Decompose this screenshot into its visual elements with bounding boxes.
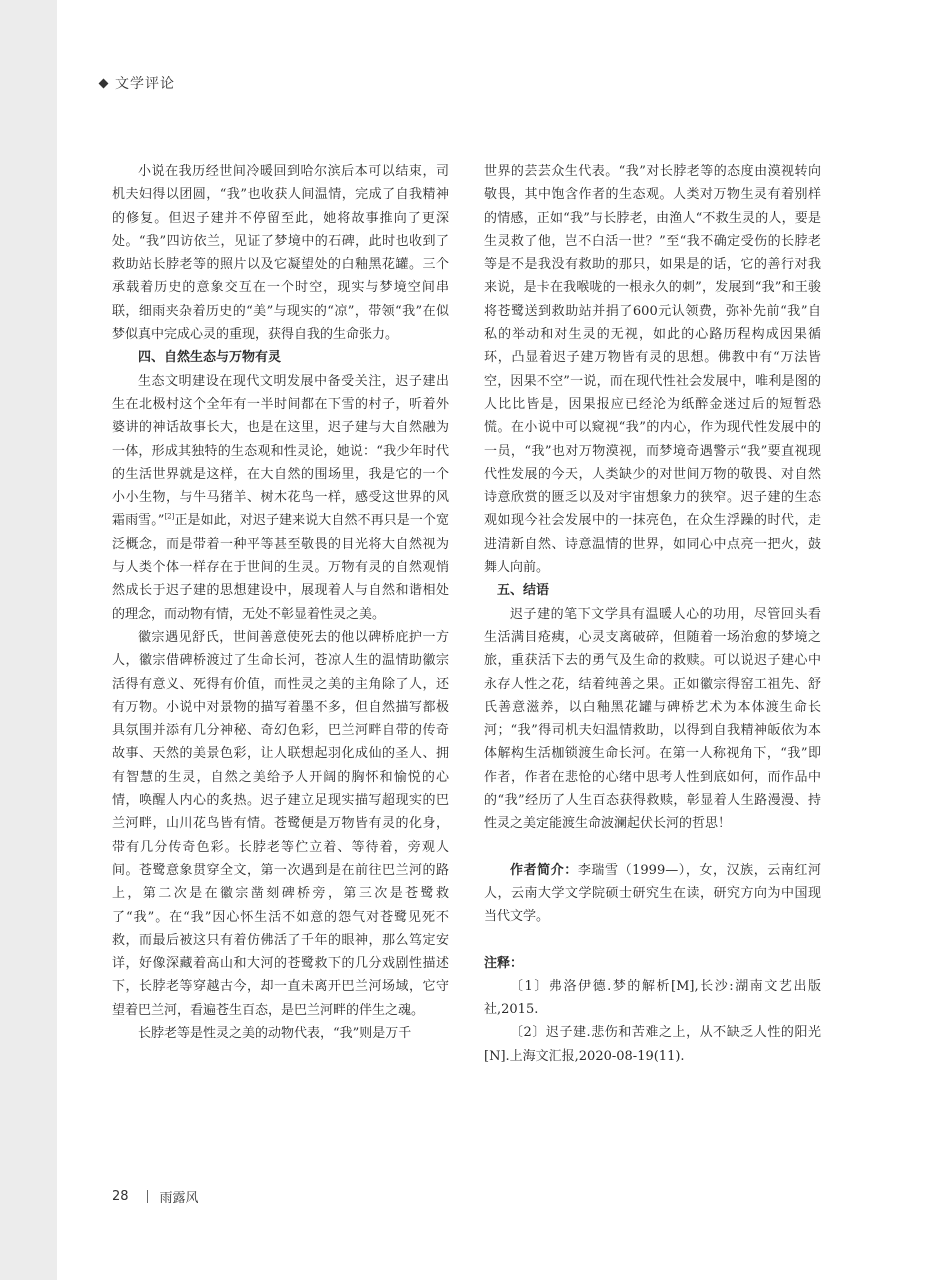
notes-title: 注释： <box>484 955 524 971</box>
paragraph <box>112 370 449 626</box>
page-number: 28 <box>112 1189 129 1204</box>
note-item: 〔2〕迟子建.悲伤和苦难之上，从不缺乏人性的阳光[N].上海文汇报,2020-08-19(11). <box>484 1025 821 1064</box>
page-gutter <box>0 0 57 1280</box>
section-title: 文学评论 <box>115 76 175 92</box>
journal-name: 雨露风 <box>159 1191 199 1206</box>
paragraph-text: 生态文明建设在现代文明发展中备受关注，迟子建出生在北极村这个全年有一半时间都在下雪的村子，听着外婆讲的神话故事长大，也是在这里，迟子建与大自然融为一体，形成其独特的生态观和性灵论，她说：“我少年时代的生活世界就是这样，在大自然的围场里，我是它的一个小小生物，与牛马猪羊、树木花鸟一样，感受这世界的风霜雨雪。” <box>112 373 449 529</box>
left-column <box>112 160 449 1045</box>
paragraph: 小说在我历经世间冷暖回到哈尔滨后本可以结束，司机夫妇得以团圆，“我”也收获人间温情，完成了自我精神的修复。但迟子建并不停留至此，她将故事推向了更深处。“我”四访依兰，见证了梦境中的石碑，此时也收到了救助站长脖老等的照片以及它凝望处的白釉黑花罐。三个承载着历史的意象交互在一个时空，现实与梦境空间串联，细雨夹杂着历史的“美”与现实的“凉”，带领“我”在似梦似真中完成心灵的重现，获得自我的生命张力。 <box>112 164 449 343</box>
paragraph: 世界的芸芸众生代表。“我”对长脖老等的态度由漠视转向敬畏，其中饱含作者的生态观。人类对万物生灵有着别样的情感，正如“我”与长脖老，由渔人“不救生灵的人，要是生灵救了他，岂不白活一世？”至“我不确定受伤的长脖老等是不是我没有救助的那只，如果是的话，它的善行对我来说，是卡在我喉咙的一根永久的刺”，发展到“我”和王骏将苍鹭送到救助站并捐了600元认领费，弥补先前“我”自私的举动和对生灵的无视，如此的心路历程构成因果循环，凸显着迟子建万物皆有灵的思想。佛教中有“万法皆空，因果不空”一说，而在现代性社会发展中，唯利是图的人比比皆是，因果报应已经沦为纸醉金迷过后的短暂恐慌。在小说中可以窥视“我”的内心，作为现代性发展中的一员，“我”也对万物漠视，而梦境奇遇警示“我”要直视现代性发展的今天，人类缺少的对世间万物的敬畏、对自然诗意欣赏的匮乏以及对宇宙想象力的狭窄。迟子建的生态观如现今社会发展中的一抹亮色，在众生浮躁的时代，走进清新自然、诗意温情的世界，如同心中点亮一把火，鼓舞人向前。 <box>484 164 821 576</box>
diamond-bullet-icon <box>99 78 109 88</box>
citation-ref: [2] <box>164 513 175 522</box>
spacer <box>484 836 821 859</box>
paragraph: 徽宗遇见舒氏，世间善意使死去的他以碑桥庇护一方人，徽宗借碑桥渡过了生命长河，苍凉人生的温情助徽宗活得有意义、死得有价值，而性灵之美的主角除了人，还有万物。小说中对景物的描写着墨不多，但自然描写都极具氛围并添有几分神秘、奇幻色彩，巴兰河畔自带的传奇故事、天然的美景色彩，让人联想起羽化成仙的圣人、拥有智慧的生灵，自然之美给予人开阔的胸怀和愉悦的心情，唤醒人内心的炙热。迟子建立足现实描写超现实的巴兰河畔，山川花鸟皆有情。苍鹭便是万物皆有灵的化身，带有几分传奇色彩。长脖老等伫立着、等待着，旁观人间。苍鹭意象贯穿全文，第一次遇到是在前往巴兰河的路上，第二次是在徽宗凿刻碑桥旁，第三次是苍鹭救了“我”。在“我”因心怀生活不如意的怨气对苍鹭见死不救，而最后被这只有着仿佛活了千年的眼神，那么笃定安详，好像深藏着高山和大河的苍鹭救下的几分戏剧性描述下，长脖老等穿越古今，却一直未离开巴兰河场域，它守望着巴兰河，看遍苍生百态，是巴兰河畔的伴生之魂。 <box>112 629 449 1018</box>
section-heading-5: 五、结语 <box>497 583 550 599</box>
paragraph: 长脖老等是性灵之美的动物代表，“我”则是万千 <box>138 1025 412 1041</box>
right-column <box>484 160 821 1068</box>
footer-divider <box>147 1190 148 1203</box>
author-label: 作者简介： <box>510 862 578 878</box>
section-heading-4: 四、自然生态与万物有灵 <box>138 350 282 366</box>
spacer <box>484 929 821 952</box>
note-item: 〔1〕弗洛伊德.梦的解析[M],长沙:湖南文艺出版社,2015. <box>484 978 821 1018</box>
paragraph-text: 正是如此，对迟子建来说大自然不再只是一个宽泛概念，而是带着一种平等甚至敬畏的目光将大自然视为与人类个体一样存在于世间的生灵。万物有灵的自然观悄然成长于迟子建的思想建设中，展现着人与自然和谐相处的理念，而动物有情，无处不彰显着性灵之美。 <box>112 513 449 622</box>
paragraph: 迟子建的笔下文学具有温暖人心的功用，尽管回头看生活满目疮痍，心灵支离破碎，但随着一场治愈的梦境之旅，重获活下去的勇气及生命的救赎。可以说迟子建心中永存人性之花，结着纯善之果。正如徽宗得窑工祖先、舒氏善意滋养，以白釉黑花罐与碑桥艺术为本体渡生命长河；“我”得司机夫妇温情救助，以得到自我精神皈依为本体解构生活枷锁渡生命长河。在第一人称视角下，“我”即作者，作者在悲怆的心绪中思考人性到底如何，而作品中的“我”经历了人生百态获得救赎，彰显着人生路漫漫、持性灵之美定能渡生命波澜起伏长河的哲思！ <box>484 606 821 832</box>
page-footer <box>112 1187 199 1206</box>
section-header <box>100 73 175 93</box>
author-bio <box>484 859 821 929</box>
author-text: 李瑞雪（1999—），女，汉族，云南红河人，云南大学文学院硕士研究生在读，研究方向为中国现当代文学。 <box>484 862 821 925</box>
